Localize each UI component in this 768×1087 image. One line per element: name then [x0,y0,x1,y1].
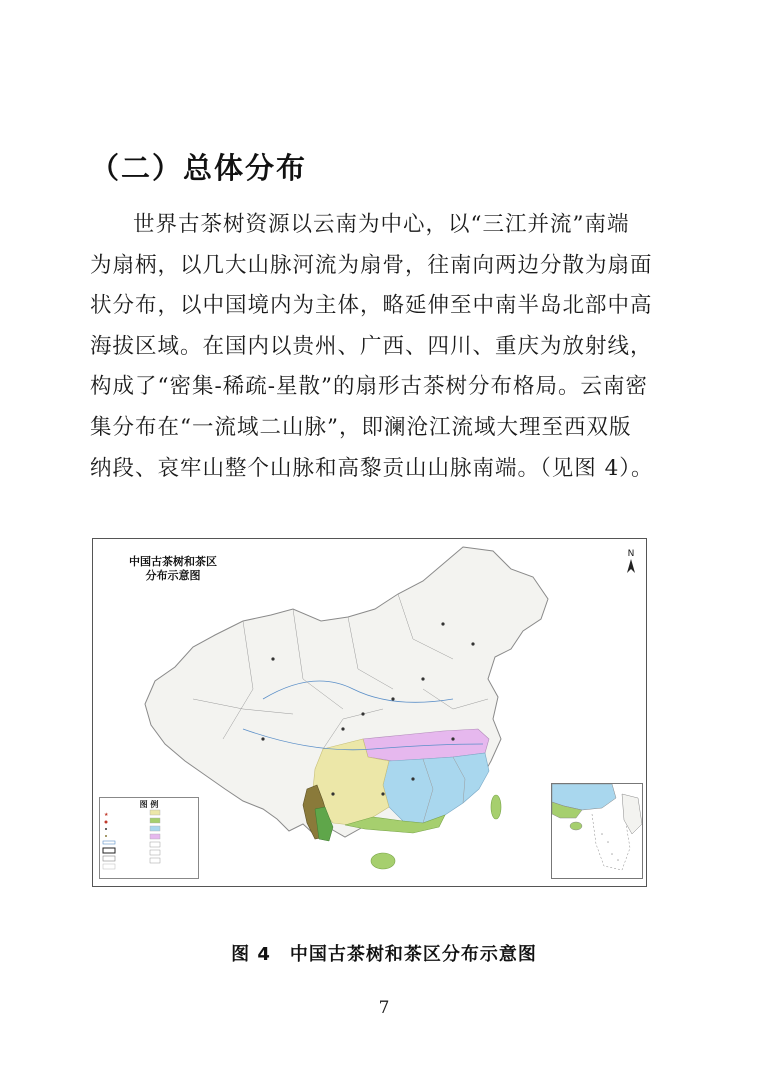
hainan-island [371,853,395,869]
section-heading: （二）总体分布 [90,151,308,185]
body-paragraph [90,205,690,489]
tea-distribution-map-figure [92,538,647,887]
page-number: 7 [378,998,390,1018]
paragraph-line: 集分布在“一流域二山脉”，即澜沧江流域大理至西双版 [90,414,632,440]
map-title-line: 中国古茶树和茶区 [129,555,217,568]
inset-map-graphic [552,784,642,878]
legend-swatches [100,798,198,878]
legend-title: 图 例 [139,800,159,809]
paragraph-line: 构成了“密集-稀疏-星散”的扇形古茶树分布格局。云南密 [90,374,649,400]
paragraph-line: 为扇柄，以几大山脉河流为扇骨，往南向两边分散为扇面 [90,252,653,278]
paragraph-line: 世界古茶树资源以云南为中心，以“三江并流”南端 [133,212,630,237]
paragraph-line: 状分布，以中国境内为主体，略延伸至中南半岛北部中高 [90,293,653,319]
svg-text:★: ★ [104,812,109,818]
north-arrow-icon [626,559,636,575]
map-legend [99,797,199,879]
taiwan-island [491,795,501,819]
north-label: N [627,549,635,559]
south-china-sea-inset [551,783,643,879]
paragraph-line: 海拔区域。在国内以贵州、广西、四川、重庆为放射线， [90,333,653,359]
jiangnan-tea-region [383,753,489,823]
north-arrow [626,549,636,575]
map-title [103,555,243,583]
map-title-line: 分布示意图 [145,569,201,582]
figure-caption: 图 4 中国古茶树和茶区分布示意图 [231,944,537,965]
paragraph-line: 纳段、哀牢山整个山脉和高黎贡山山脉南端。（见图 4）。 [90,455,654,481]
